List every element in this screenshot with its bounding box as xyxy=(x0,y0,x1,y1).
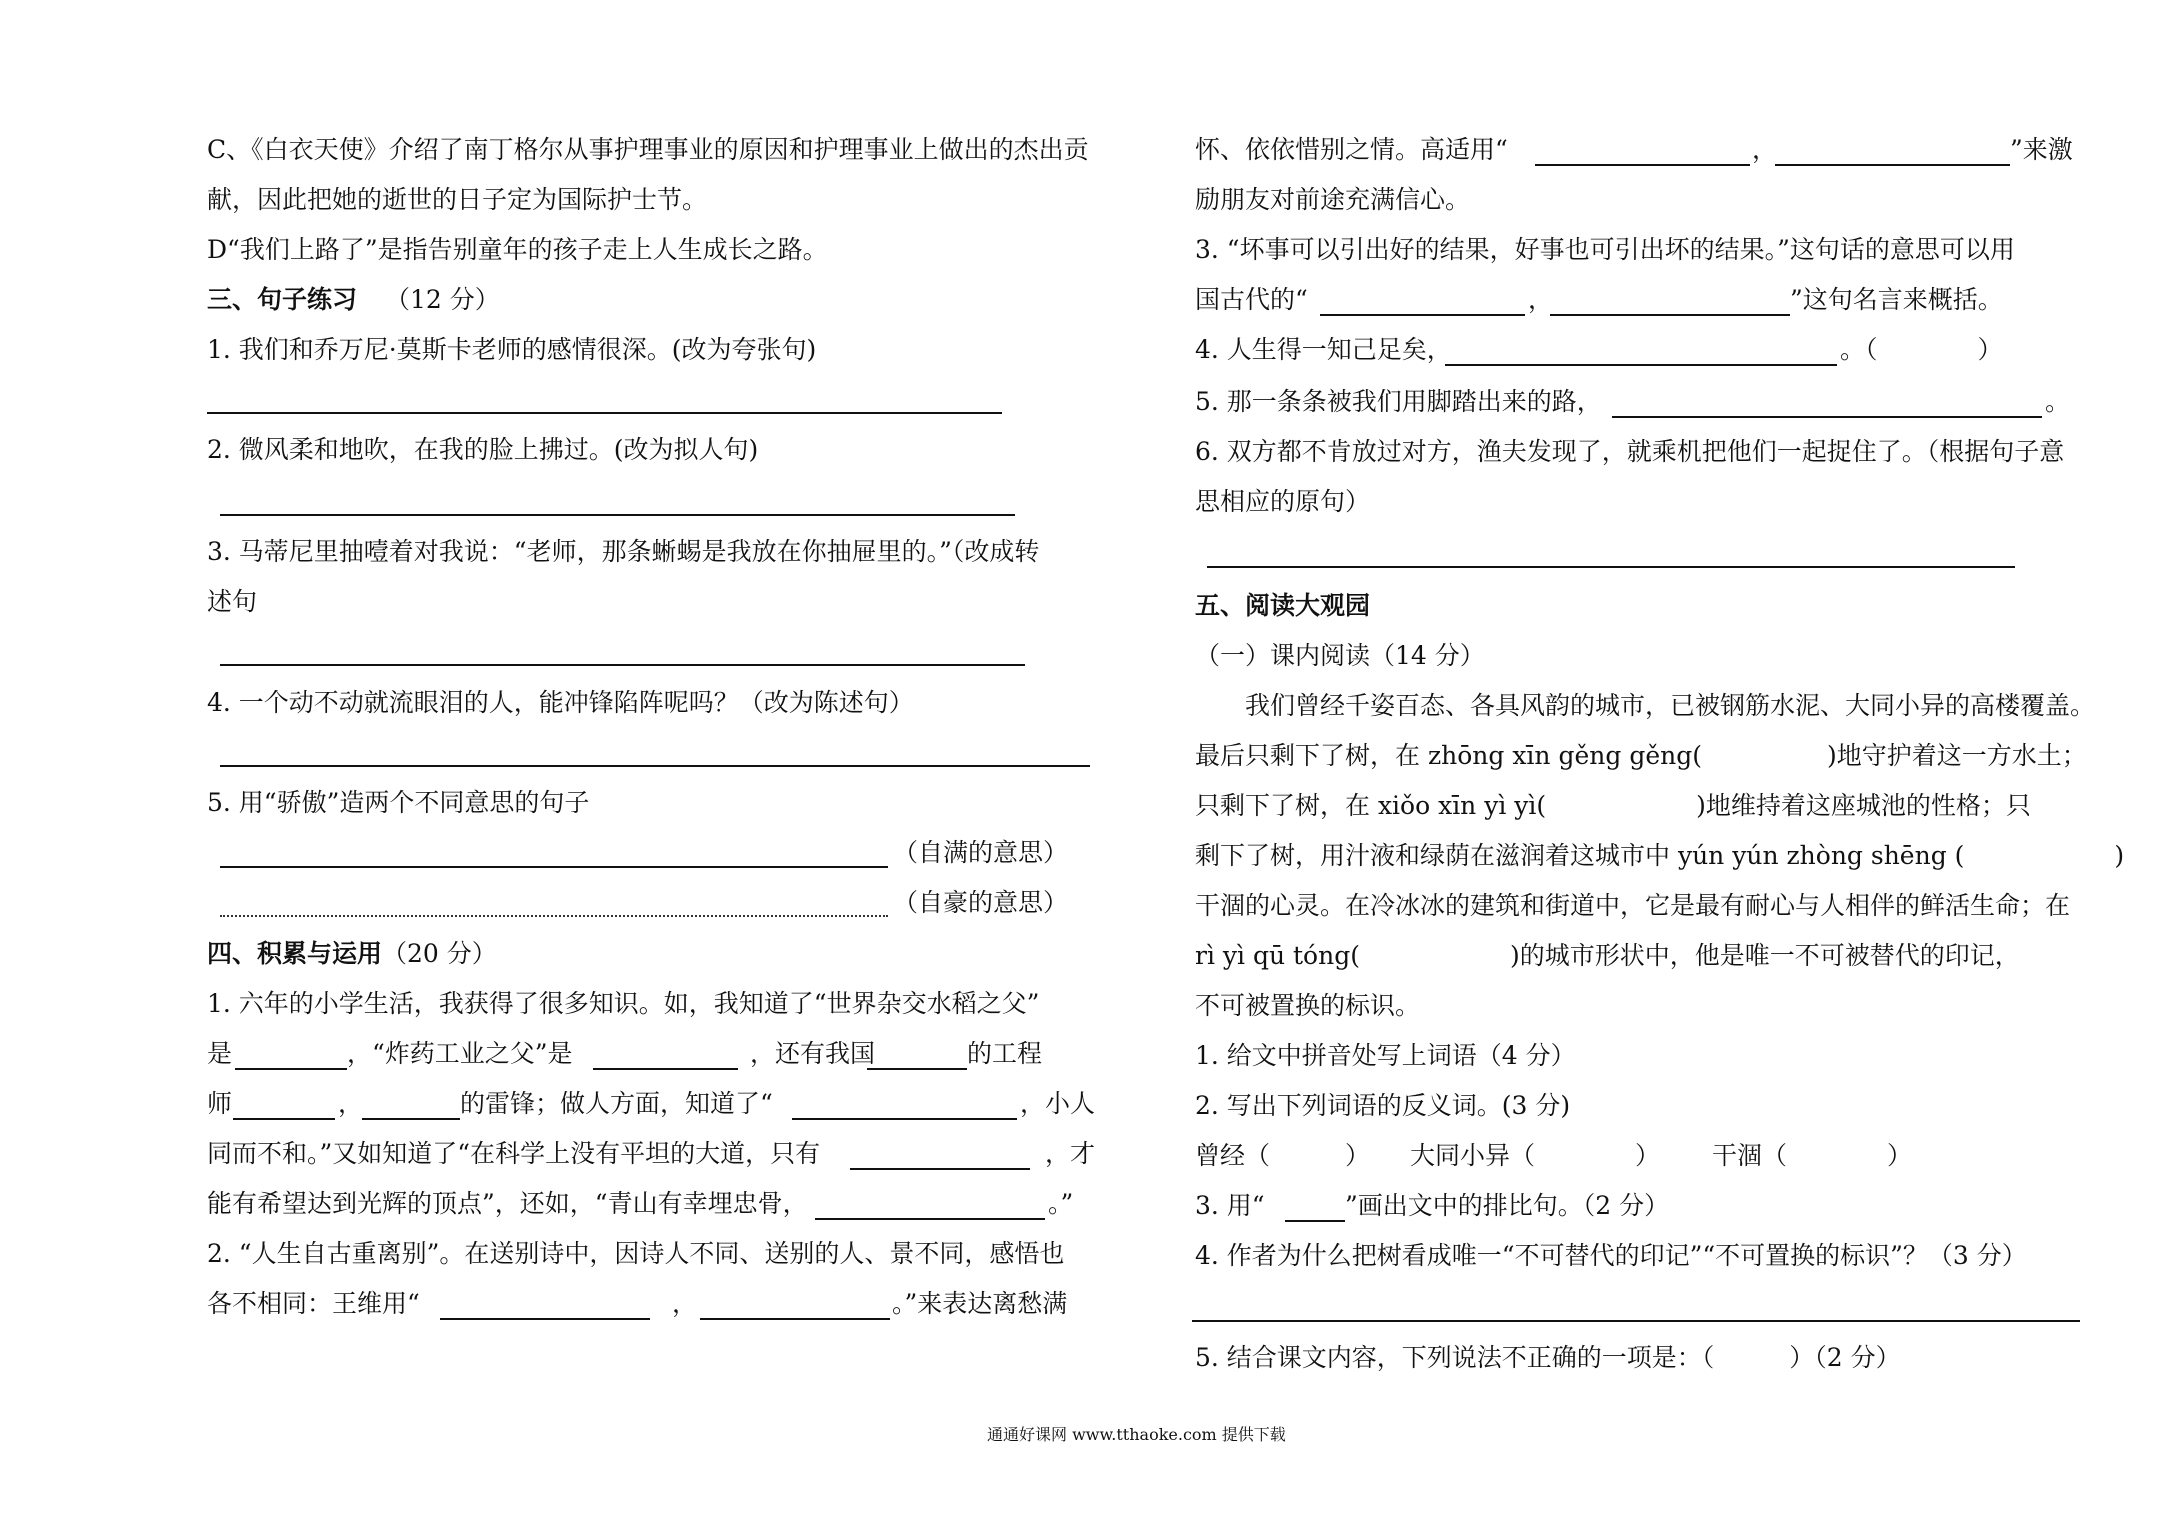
s4-question-2a: 2. “人生自古重离别”。在送别诗中，因诗人不同、送别的人、景不同，感悟也 xyxy=(207,1239,1065,1268)
section-4-heading xyxy=(207,937,497,971)
s4-q1-blank-6[interactable] xyxy=(792,1118,1017,1120)
option-c-line-2: 献，因此把她的逝世的日子定为国际护士节。 xyxy=(207,185,708,214)
s3-q2-answer-line[interactable] xyxy=(220,514,1015,516)
s3-question-2: 2. 微风柔和地吹，在我的脸上拂过。(改为拟人句) xyxy=(207,435,759,464)
s4-q1-blank-2[interactable] xyxy=(593,1068,738,1070)
s3-q5-answer-line-b[interactable] xyxy=(220,915,888,917)
s3-q4-answer-line[interactable] xyxy=(220,765,1090,767)
s4-q1-blank-8[interactable] xyxy=(815,1218,1045,1220)
s3-question-4: 4. 一个动不动就流眼泪的人，能冲锋陷阵呢吗？（改为陈述句） xyxy=(207,688,914,717)
s3-q5-hint-a: （自满的意思） xyxy=(893,838,1069,867)
r-q4-paren: 。（ ） xyxy=(1840,335,2003,364)
r-question-5: 5. 那一条条被我们用脚踏出来的路， xyxy=(1195,387,1602,416)
reading-q4-answer-line[interactable] xyxy=(1192,1320,2080,1322)
section-4-score: （20 分） xyxy=(382,939,497,968)
reading-q3-a: 3. 用“ xyxy=(1195,1191,1265,1220)
s4-question-1a: 1. 六年的小学生活，我获得了很多知识。如，我知道了“世界杂交水稻之父” xyxy=(207,989,1040,1018)
s4-q1-blank-3[interactable] xyxy=(867,1068,967,1070)
s3-q5-answer-line-a[interactable] xyxy=(220,866,888,868)
r-line-4c: ”这句名言来概括。 xyxy=(1790,285,2003,314)
r-blank-3[interactable] xyxy=(1320,314,1525,316)
passage-line-2: 最后只剩下了树，在 zhōng xīn gěng gěng( )地守护着这一方水土； xyxy=(1195,741,2087,770)
s4-q1d-2: ，才 xyxy=(1045,1139,1096,1168)
r-question-6a: 6. 双方都不肯放过对方，渔夫发现了，就乘机把他们一起捉住了。（根据句子意 xyxy=(1195,437,2065,466)
s4-q2-blank-1[interactable] xyxy=(440,1318,650,1320)
r-question-3: 3. “坏事可以引出好的结果，好事也可引出坏的结果。”这句话的意思可以用 xyxy=(1195,235,2015,264)
s4-q2-blank-2[interactable] xyxy=(700,1318,890,1320)
r-blank-4[interactable] xyxy=(1550,314,1790,316)
r-line-1a: 怀、依依惜别之情。高适用“ xyxy=(1195,135,1508,164)
passage-line-1: 我们曾经千姿百态、各具风韵的城市，已被钢筋水泥、大同小异的高楼覆盖。 xyxy=(1245,691,2096,720)
passage-line-7: 不可被置换的标识。 xyxy=(1195,991,1421,1020)
r-line-1b: ， xyxy=(1752,135,1778,164)
s4-q1c-2: ， xyxy=(338,1089,364,1118)
s4-q2b-2: ， xyxy=(672,1289,698,1318)
s4-q2b-1: 各不相同：王维用“ xyxy=(207,1289,420,1318)
passage-line-3: 只剩下了树，在 xiǒo xīn yì yì( )地维持着这座城池的性格；只 xyxy=(1195,791,2031,820)
s4-q1b-3: ，还有我国 xyxy=(750,1039,876,1068)
section-5-sub-1: （一）课内阅读（14 分） xyxy=(1195,641,1485,670)
r-blank-6[interactable] xyxy=(1612,416,2042,418)
r-line-1c: ”来激 xyxy=(2010,135,2073,164)
s4-q1-blank-5[interactable] xyxy=(362,1118,460,1120)
footer-credit: 通通好课网 www.tthaoke.com 提供下载 xyxy=(987,1425,1286,1444)
reading-q5: 5. 结合课文内容，下列说法不正确的一项是：（ ）（2 分） xyxy=(1195,1343,1901,1372)
s3-q1-answer-line[interactable] xyxy=(207,412,1002,414)
r-line-4a: 国古代的“ xyxy=(1195,285,1308,314)
section-3-score: （12 分） xyxy=(385,285,500,314)
s3-question-5: 5. 用“骄傲”造两个不同意思的句子 xyxy=(207,788,590,817)
r-q5-end: 。 xyxy=(2045,387,2071,416)
s3-question-3a: 3. 马蒂尼里抽噎着对我说：“老师，那条蜥蜴是我放在你抽屉里的。”（改成转 xyxy=(207,537,1040,566)
s4-q1d-1: 同而不和。”又如知道了“在科学上没有平坦的大道，只有 xyxy=(207,1139,821,1168)
r-blank-5[interactable] xyxy=(1445,364,1837,366)
section-4-title: 四、积累与运用 xyxy=(207,939,383,968)
reading-q2-a: 曾经（ ） xyxy=(1195,1141,1371,1170)
s4-q1b-2: ，“炸药工业之父”是 xyxy=(347,1039,573,1068)
reading-q2-c: 干涸（ ） xyxy=(1712,1141,1913,1170)
s4-q1e-1: 能有希望达到光辉的顶点”，还如，“青山有幸埋忠骨， xyxy=(207,1189,808,1218)
reading-q2-b: 大同小异（ ） xyxy=(1410,1141,1661,1170)
reading-q2: 2. 写出下列词语的反义词。(3 分) xyxy=(1195,1091,1571,1120)
passage-line-6: rì yì qū tóng( )的城市形状中，他是唯一不可被替代的印记， xyxy=(1195,941,2020,970)
r-q6-answer-line[interactable] xyxy=(1207,566,2015,568)
section-3-heading xyxy=(207,283,500,317)
r-line-4b: ， xyxy=(1528,285,1554,314)
r-blank-2[interactable] xyxy=(1775,164,2010,166)
passage-line-4: 剩下了树，用汁液和绿荫在滋润着这城市中 yún yún zhòng shēng ( ) xyxy=(1195,841,2125,870)
option-c-line-1: C、《白衣天使》介绍了南丁格尔从事护理事业的原因和护理事业上做出的杰出贡 xyxy=(207,135,1089,164)
reading-q1: 1. 给文中拼音处写上词语（4 分） xyxy=(1195,1041,1576,1070)
r-blank-1[interactable] xyxy=(1535,164,1750,166)
reading-q3-sample-line xyxy=(1285,1220,1345,1222)
s4-q1-blank-7[interactable] xyxy=(850,1168,1030,1170)
s3-q5-hint-b: （自豪的意思） xyxy=(893,888,1069,917)
section-5-title: 五、阅读大观园 xyxy=(1195,591,1371,620)
reading-q4: 4. 作者为什么把树看成唯一“不可替代的印记”“不可置换的标识”？（3 分） xyxy=(1195,1241,2027,1270)
s4-q1c-1: 师 xyxy=(207,1089,233,1118)
s4-q1b-1: 是 xyxy=(207,1039,233,1068)
s4-q1e-2: 。” xyxy=(1048,1189,1074,1218)
passage-line-5: 干涸的心灵。在冷冰冰的建筑和街道中，它是最有耐心与人相伴的鲜活生命；在 xyxy=(1195,891,2071,920)
option-d: D“我们上路了”是指告别童年的孩子走上人生成长之路。 xyxy=(207,235,828,264)
s4-q1-blank-1[interactable] xyxy=(235,1068,347,1070)
s4-q1c-3: 的雷锋；做人方面，知道了“ xyxy=(460,1089,773,1118)
s4-q1c-4: ，小人 xyxy=(1020,1089,1096,1118)
s4-q1b-4: 的工程 xyxy=(967,1039,1043,1068)
s4-q2b-3: 。”来表达离愁满 xyxy=(892,1289,1068,1318)
reading-q3-b: ”画出文中的排比句。（2 分） xyxy=(1345,1191,1670,1220)
s3-q3-answer-line[interactable] xyxy=(220,664,1025,666)
r-line-2: 励朋友对前途充满信心。 xyxy=(1195,185,1471,214)
s3-question-3b: 述句 xyxy=(207,587,258,616)
section-3-title: 三、句子练习 xyxy=(207,285,358,314)
r-question-4: 4. 人生得一知己足矣， xyxy=(1195,335,1452,364)
s3-question-1: 1. 我们和乔万尼·莫斯卡老师的感情很深。(改为夸张句) xyxy=(207,335,817,364)
r-question-6b: 思相应的原句） xyxy=(1195,487,1371,516)
s4-q1-blank-4[interactable] xyxy=(233,1118,335,1120)
